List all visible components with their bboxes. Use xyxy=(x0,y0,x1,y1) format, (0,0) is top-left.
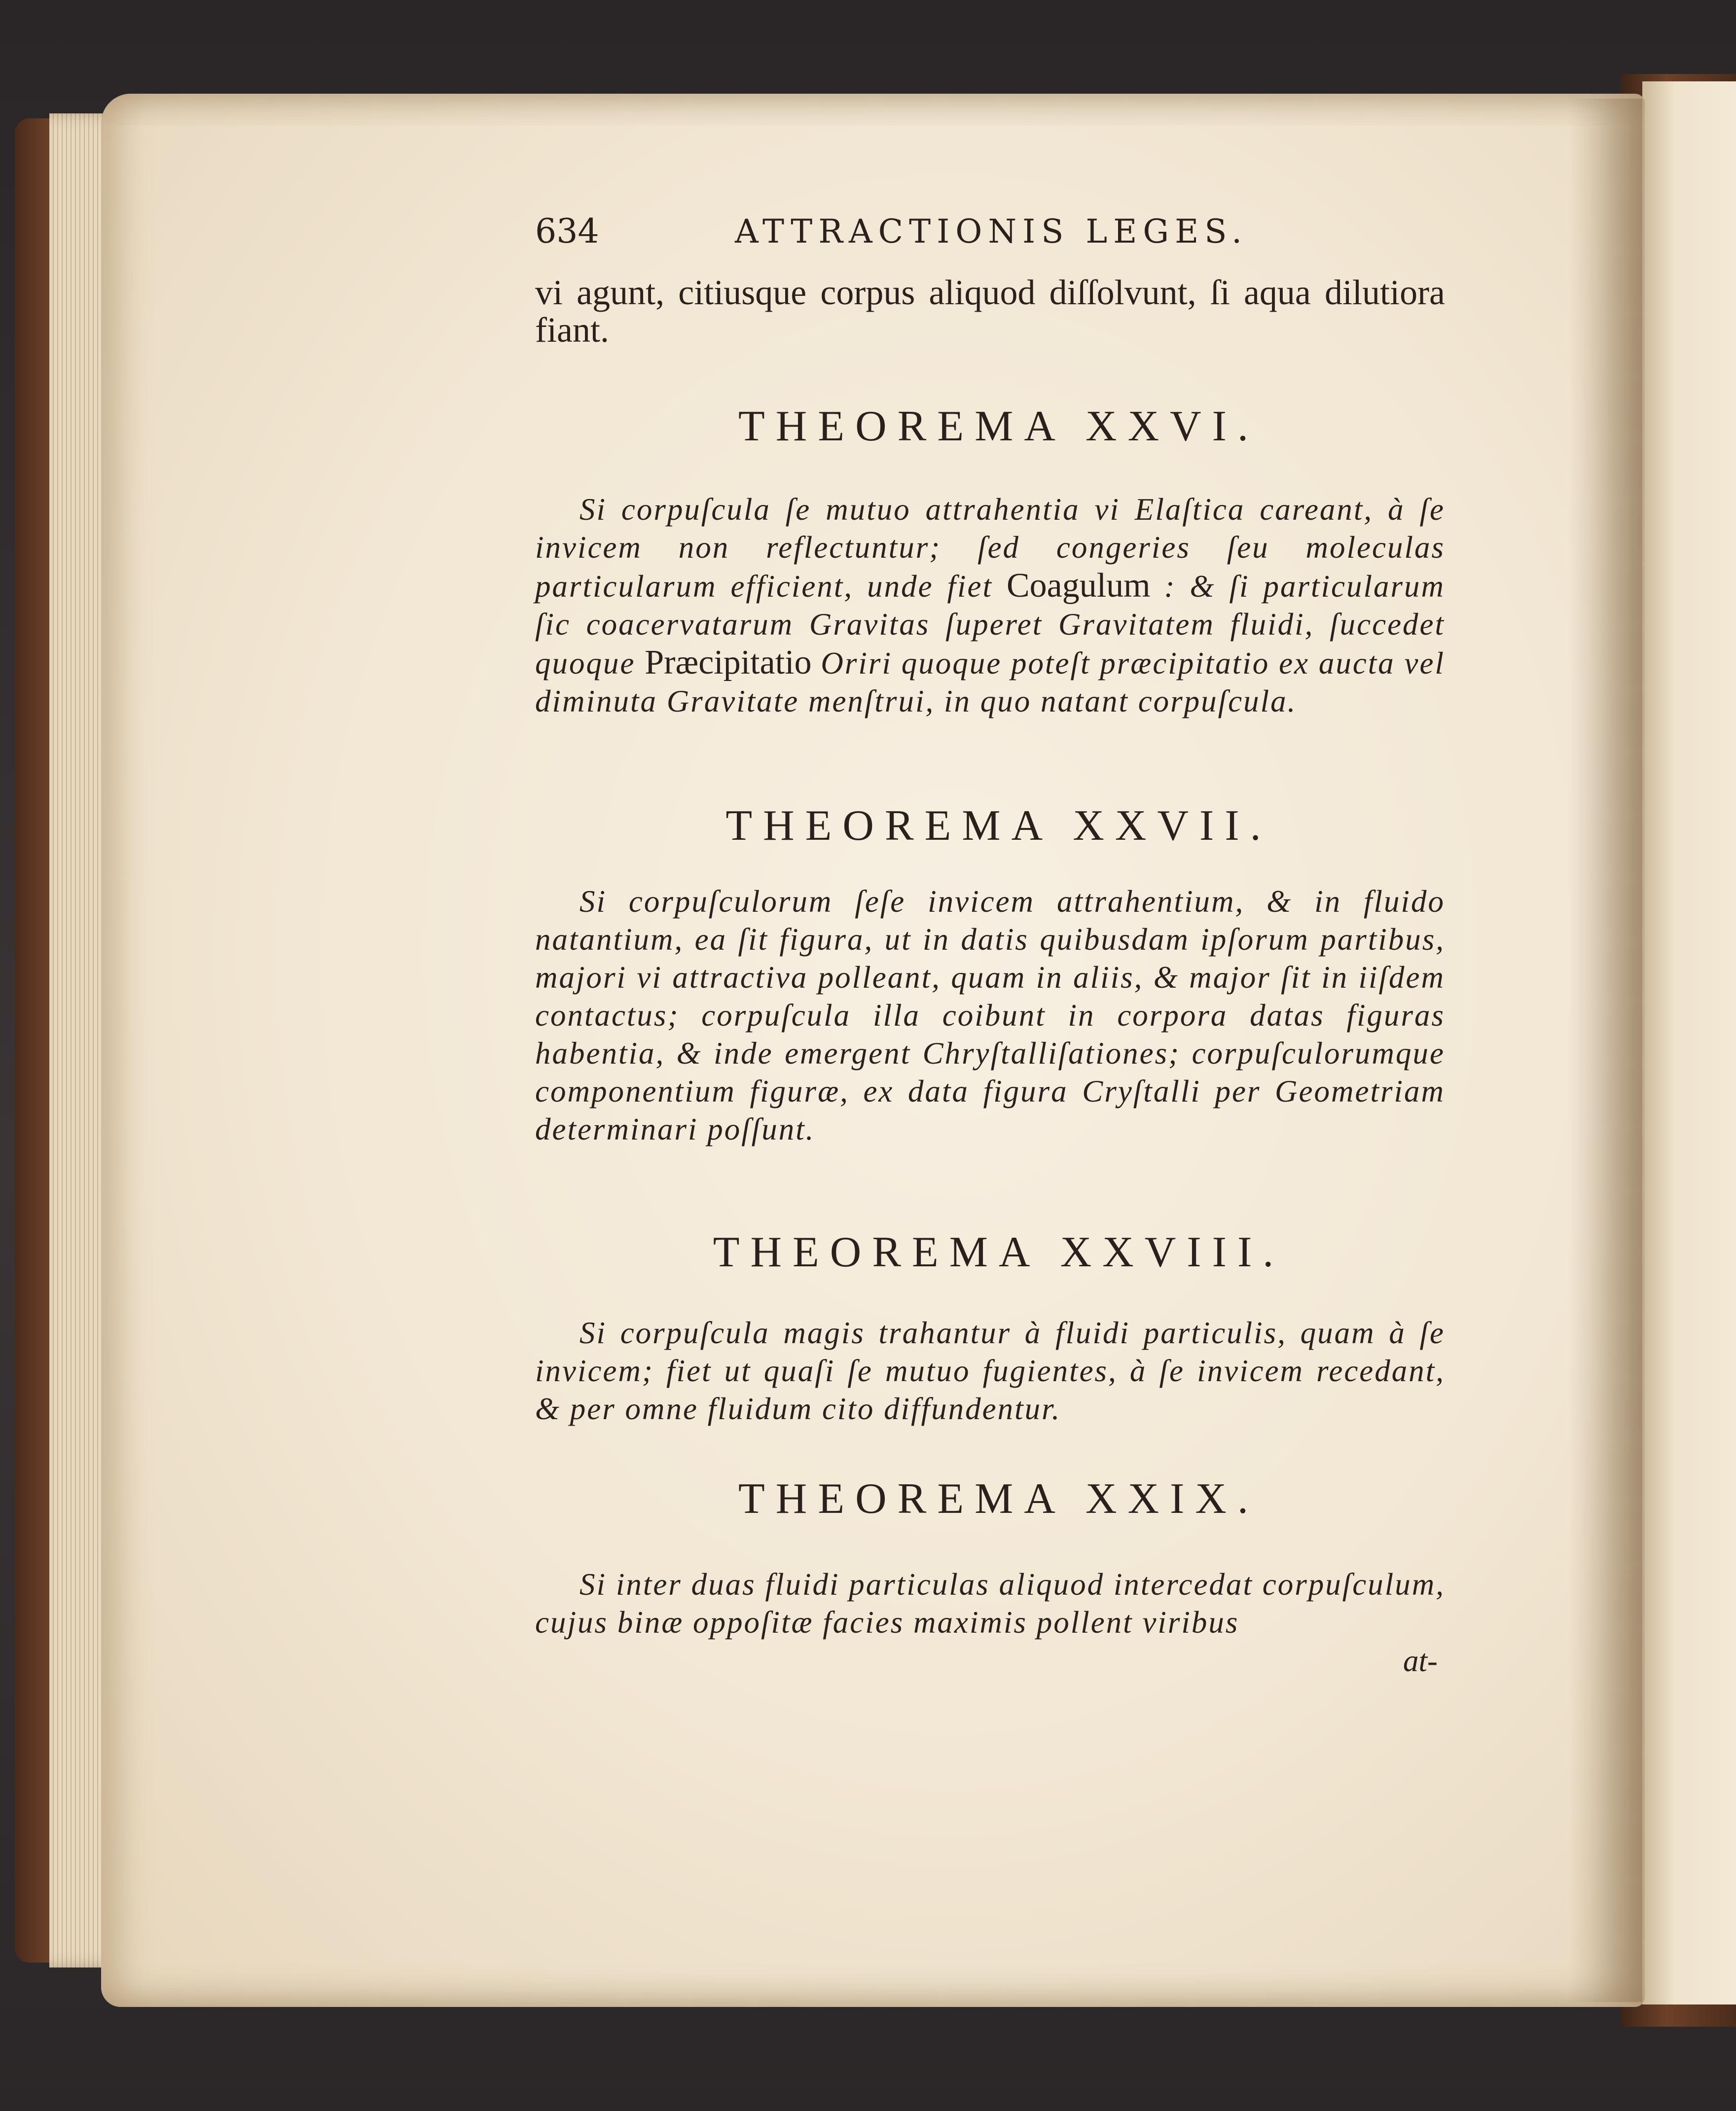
theorem-26-heading: THEOREMA XXVI. xyxy=(738,402,1259,450)
page-number: 634 xyxy=(535,212,599,251)
facing-page-edge xyxy=(1642,81,1736,2004)
term-praecipitatio: Præcipitatio xyxy=(645,644,812,681)
theorem-27-text: Si corpuſculorum ſeſe invicem attrahentium, & in fluido natantium, ea ſit figura, ut in datis quibusdam ipſorum partibus, majori vi attractiva polleant, quam in aliis, & major ſit in iiſdem contactus; corpuſcula illa coibunt in corpora datas figuras habentia, & inde emergent Chryſtalliſationes; corpuſculorumque componentium figuræ, ex data figura Cryſtalli per Geometriam determinari poſſunt. xyxy=(535,884,1445,1146)
theorem-29-heading: THEOREMA XXIX. xyxy=(738,1475,1259,1523)
running-title: ATTRACTIONIS LEGES. xyxy=(735,213,1248,250)
theorem-26-text xyxy=(535,491,1445,720)
theorem-26-segment-2: : & ſi particularum ſic coacervatarum Gravitas ſuperet Gravitatem fluidi, ſuccedet quoque xyxy=(535,569,1445,680)
gutter-shadow xyxy=(1568,99,1642,2002)
continuation-paragraph: vi agunt, citiusque corpus aliquod diſſolvunt, ſi aqua dilutiora fiant. xyxy=(535,273,1445,350)
theorem-29-text: Si inter duas fluidi particulas aliquod intercedat corpuſculum, cujus binæ oppoſitæ facies maximis pollent viribus xyxy=(535,1567,1445,1640)
theorem-27-heading: THEOREMA XXVII. xyxy=(725,802,1272,850)
running-head xyxy=(535,212,1462,251)
theorem-28-heading: THEOREMA XXVIII. xyxy=(713,1228,1285,1276)
theorem-26-segment-3: Oriri quoque poteſt præcipitatio ex aucta vel diminuta Gravitate menſtrui, in quo natant corpuſcula. xyxy=(535,646,1446,718)
theorem-26-segment-1: Si corpuſcula ſe mutuo attrahentia vi Elaſtica careant, à ſe invicem non reflectuntur; ſed congeries ſeu moleculas particularum efficient, unde fiet xyxy=(535,492,1445,604)
catchword: at- xyxy=(1403,1644,1438,1678)
theorem-28-text: Si corpuſcula magis trahantur à fluidi particulis, quam à ſe invicem; fiet ut quaſi ſe mutuo fugientes, à ſe invicem recedant, & per omne fluidum cito diffundentur. xyxy=(535,1316,1445,1426)
term-coagulum: Coagulum xyxy=(1006,567,1151,605)
